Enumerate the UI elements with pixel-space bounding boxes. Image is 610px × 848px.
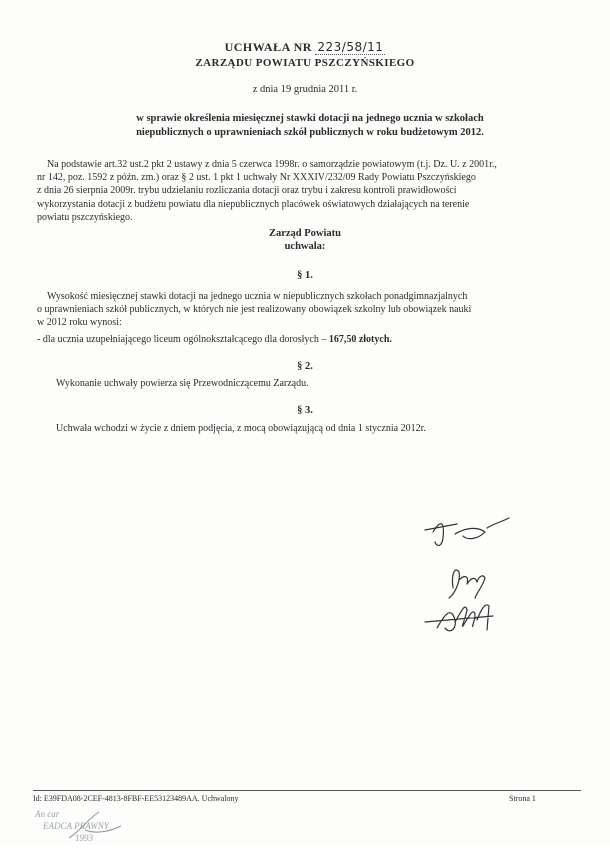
resolution-title [0,40,610,55]
item-text: - dla ucznia uzupełniającego liceum ogólnokształcącego dla dorosłych – [37,334,329,345]
section-1-line-3: w 2012 roku wynosi: [37,317,122,329]
item-amount: 167,50 złotych. [328,334,392,345]
handwritten-signatures [415,510,525,640]
section-1-text [37,290,571,330]
resolution-subject [60,112,560,140]
issuer-title: ZARZĄDU POWIATU PSZCZYŃSKIEGO [195,57,415,69]
section-3-text: Uchwała wchodzi w życie z dniem podjęcia, z mocą obowiązującą od dnia 1 stycznia 2012r. [56,423,426,434]
resolution-number: 223/58/11 [317,40,384,54]
basis-line-1: Na podstawie art.32 ust.2 pkt 2 ustawy z dnia 5 czerwca 1998r. o samorządzie powiatowym (t.j. Dz. U. z 2001r., [47,159,497,170]
resolution-date: z dnia 19 grudnia 2011 r. [252,84,358,95]
basis-line-3: z dnia 26 sierpnia 2009r. trybu udzielaniu rozliczania dotacji oraz trybu i zakresu kontroli prawidłowości [37,185,457,197]
board-resolves [0,227,610,253]
section-2-text: Wykonanie uchwały powierza się Przewodniczącemu Zarządu. [56,378,309,389]
page-number: Strona 1 [509,794,536,803]
board-line-2: uchwala: [284,241,326,252]
basis-line-5: powiatu pszczyńskiego. [37,211,133,223]
legal-basis-paragraph [37,158,571,224]
footer-rule [33,790,581,791]
stamp-line-3: 1993 [75,833,93,843]
board-line-1: Zarząd Powiatu [268,228,342,239]
section-1-line-2: o uprawnieniach szkół publicznych, w których nie jest realizowany obowiązek szkolny lub obowiązek nauki [37,304,472,316]
section-3-title: § 3. [297,405,313,416]
basis-line-4: wykorzystania dotacji z budżetu powiatu dla niepublicznych placówek oświatowych działających na terenie [37,198,470,210]
document-id: Id: E39FDA08-2CEF-4813-8FBF-EE53123489AA. Uchwalony [33,794,239,803]
basis-line-2: nr 142, poz. 1592 z późn. zm.) oraz § 2 ust. 1 pkt 1 uchwały Nr XXXIV/232/09 Rady Powiatu Pszczyńskiego [37,172,476,184]
stamp-line-1: An car [35,809,60,819]
section-1-line-1: Wysokość miesięcznej stawki dotacji na jednego ucznia w niepublicznych szkołach ponadgimnazjalnych [47,291,468,302]
section-1-title: § 1. [297,270,313,281]
faint-stamp [25,808,165,848]
stamp-signature [65,808,125,844]
subject-line-2: niepublicznych o uprawnieniach szkół publicznych w roku budżetowym 2012. [136,127,484,138]
subject-line-1: w sprawie określenia miesięcznej stawki dotacji na jednego ucznia w szkołach [136,113,484,124]
stamp-line-2: EADCA PRAWNY [43,821,109,831]
section-1-item [37,334,571,345]
section-2-title: § 2. [297,361,313,372]
title-prefix: UCHWAŁA NR [224,40,312,54]
